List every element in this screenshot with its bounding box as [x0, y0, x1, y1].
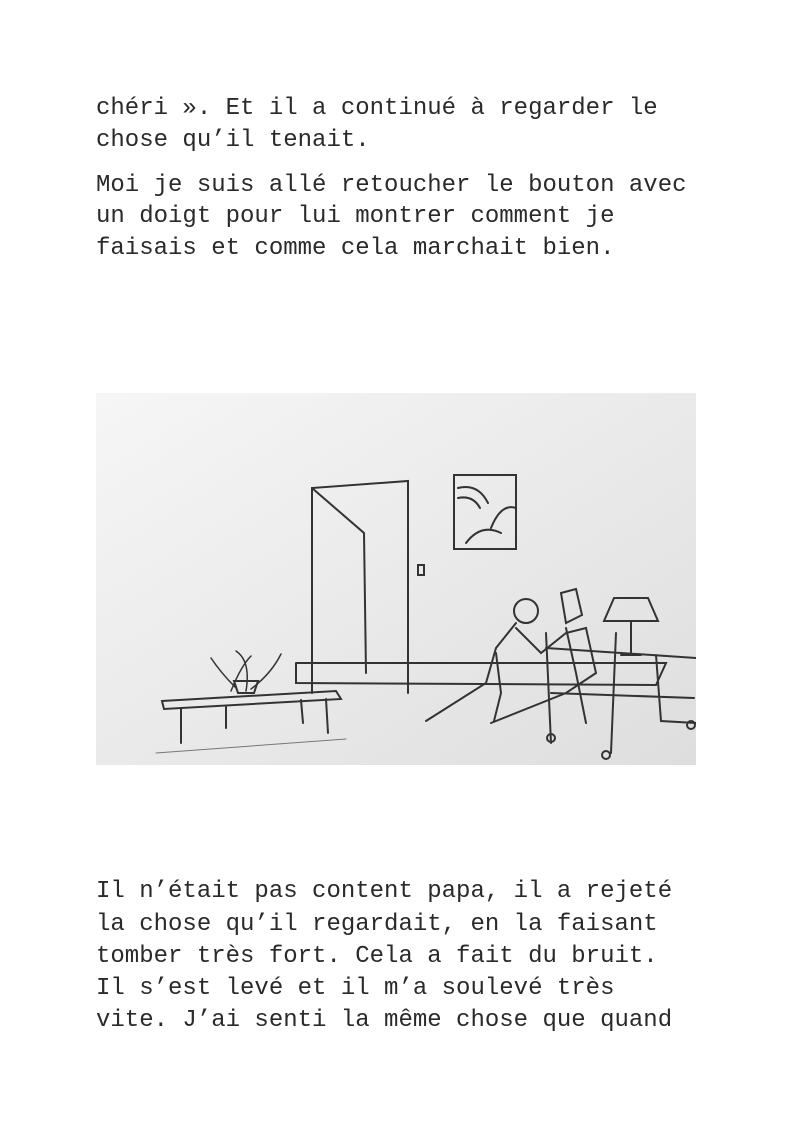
text-line: Il n’était pas content papa, il a rejeté — [96, 878, 673, 905]
illustration — [96, 393, 696, 765]
text-line: un doigt pour lui montrer comment je — [96, 203, 615, 230]
text-line: Moi je suis allé retoucher le bouton avec — [96, 172, 687, 199]
text-line: tomber très fort. Cela a fait du bruit. — [96, 943, 658, 970]
text-line: faisais et comme cela marchait bien. — [96, 235, 615, 262]
text-line: chose qu’il tenait. — [96, 127, 370, 154]
text-line: Il s’est levé et il m’a soulevé très — [96, 975, 615, 1002]
text-line: la chose qu’il regardait, en la faisant — [96, 911, 658, 938]
text-line: chéri ». Et il a continué à regarder le — [96, 95, 658, 122]
text-line: vite. J’ai senti la même chose que quand — [96, 1007, 673, 1034]
